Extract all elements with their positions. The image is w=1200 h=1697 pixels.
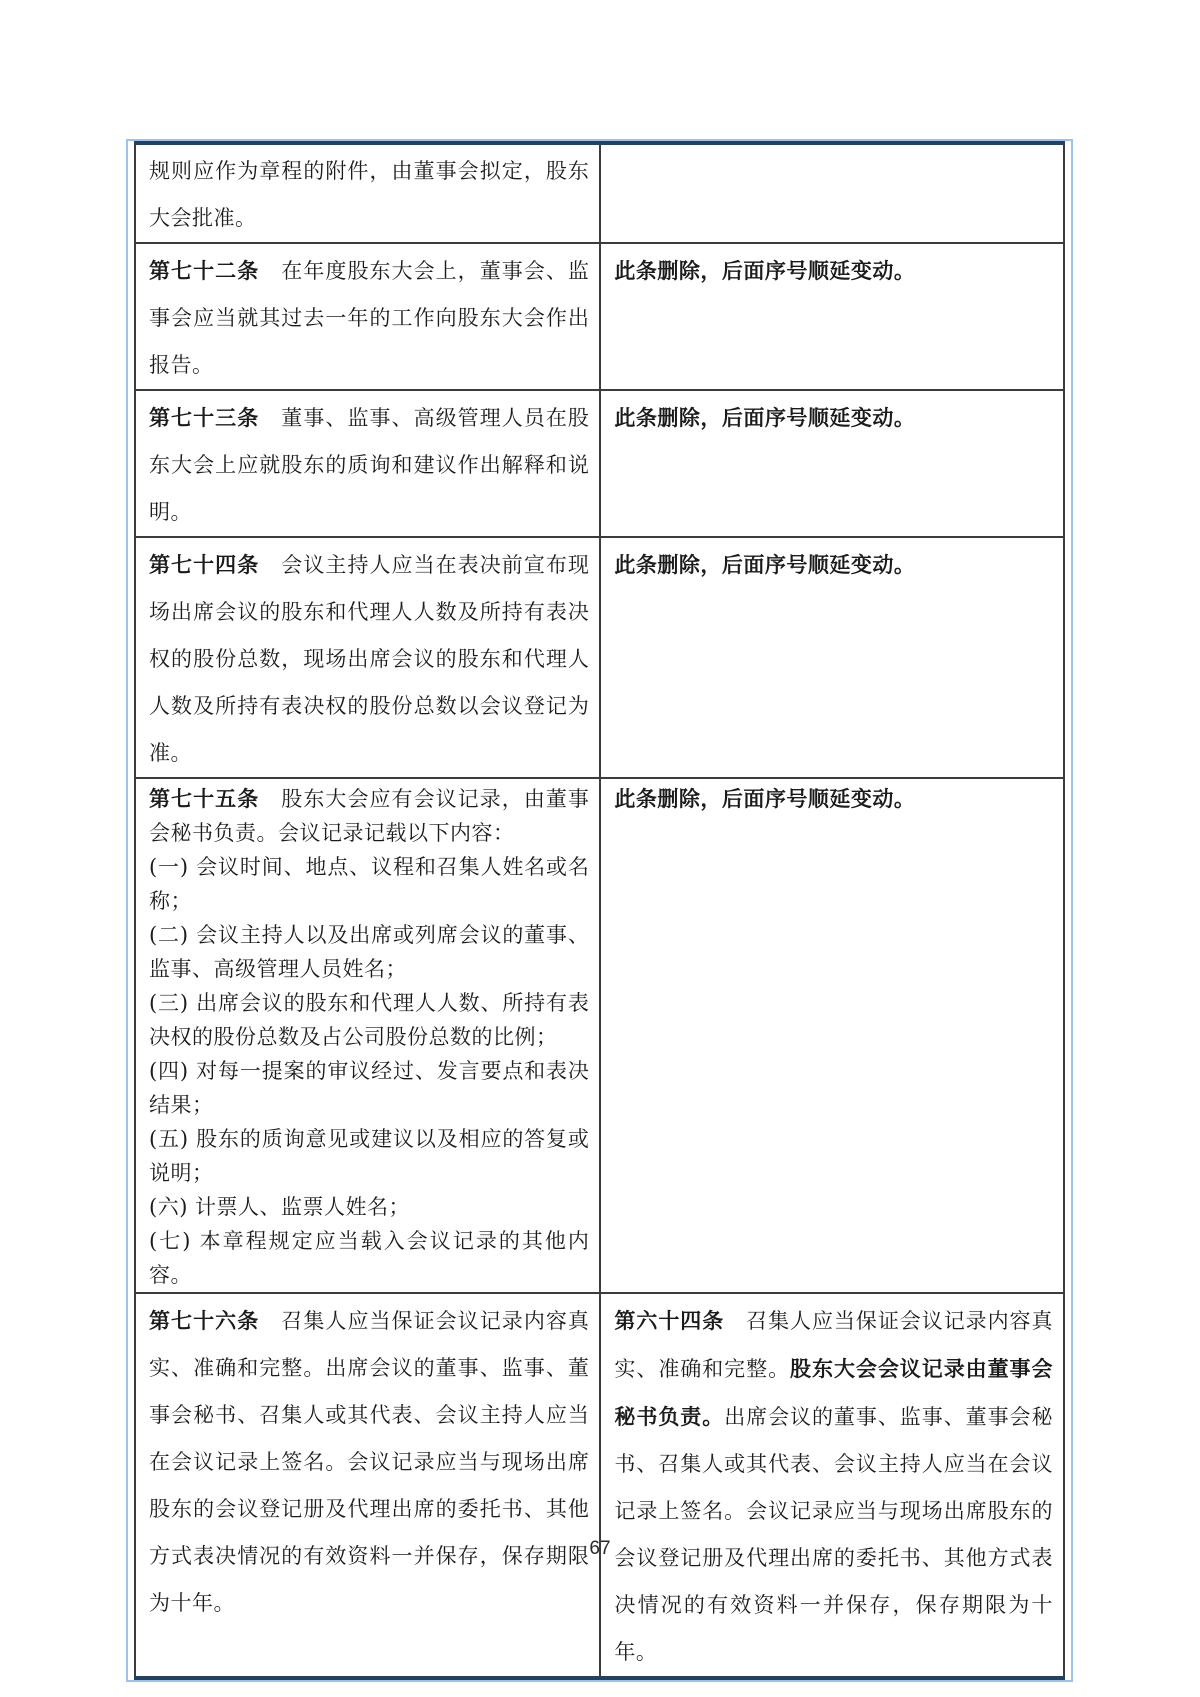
clause-text-bold: 此条删除，后面序号顺延变动。 — [614, 552, 916, 577]
clause-paragraph — [614, 541, 1053, 589]
clause-text: (七) 本章程规定应当载入会议记录的其他内容。 — [149, 1229, 590, 1287]
clause-text: 在年度股东大会上，董事会、监事会应当就其过去一年的工作向股东大会作出报告。 — [149, 259, 590, 377]
revised-clause-cell — [600, 537, 1064, 778]
clause-text: (六) 计票人、监票人姓名； — [149, 1195, 411, 1219]
clause-paragraph — [149, 1122, 589, 1190]
revised-clause-cell — [600, 243, 1064, 390]
revised-clause-cell — [600, 143, 1064, 243]
clause-text: 召集人应当保证会议记录内容真实、准确和完整。 — [614, 1309, 1054, 1381]
clause-text: 会议主持人应当在表决前宣布现场出席会议的股东和代理人人数及所持有表决权的股份总数，现场出席会议的股东和代理人人数及所持有表决权的股份总数以会议登记为准。 — [149, 553, 590, 765]
clause-text-bold: 第七十五条 — [149, 786, 260, 811]
original-clause-cell — [135, 778, 600, 1293]
clause-text-bold: 股东大会会议记录由董事会秘书负责。 — [614, 1356, 1054, 1429]
clause-paragraph — [149, 247, 589, 389]
clause-text: (三) 出席会议的股东和代理人人数、所持有表决权的股份总数及占公司股份总数的比例； — [149, 991, 590, 1049]
clause-text-bold: 此条删除，后面序号顺延变动。 — [614, 258, 916, 283]
clause-paragraph — [149, 541, 589, 777]
clause-paragraph — [149, 1190, 589, 1224]
clause-paragraph — [614, 782, 1053, 816]
clause-text-bold: 此条删除，后面序号顺延变动。 — [614, 786, 916, 811]
clause-text-bold: 第七十二条 — [149, 258, 260, 283]
clause-paragraph — [149, 1054, 589, 1122]
clause-text: (五) 股东的质询意见或建议以及相应的答复或说明； — [149, 1127, 590, 1185]
clause-text-bold: 第六十四条 — [614, 1308, 725, 1333]
clause-paragraph — [149, 1297, 589, 1627]
table-row — [135, 778, 1064, 1293]
original-clause-cell — [135, 390, 600, 537]
revised-clause-cell — [600, 390, 1064, 537]
clause-text: (四) 对每一提案的审议经过、发言要点和表决结果； — [149, 1059, 590, 1117]
page-footer — [0, 1538, 1200, 1560]
clause-paragraph — [149, 148, 589, 242]
clause-paragraph — [149, 850, 589, 918]
table-row — [135, 243, 1064, 390]
clause-text: (二) 会议主持人以及出席或列席会议的董事、监事、高级管理人员姓名； — [149, 923, 590, 981]
clause-paragraph — [149, 1224, 589, 1292]
revised-clause-cell — [600, 778, 1064, 1293]
clause-text: 规则应作为章程的附件，由董事会拟定，股东大会批准。 — [149, 159, 590, 230]
clause-paragraph — [614, 247, 1053, 295]
clause-text: 董事、监事、高级管理人员在股东大会上应就股东的质询和建议作出解释和说明。 — [149, 406, 590, 524]
original-clause-cell — [135, 243, 600, 390]
table-row — [135, 143, 1064, 243]
table-frame — [126, 139, 1073, 1682]
page-number: 67 — [589, 1538, 611, 1559]
clause-text-bold: 第七十三条 — [149, 405, 260, 430]
clause-paragraph — [614, 394, 1053, 442]
clause-text-bold: 此条删除，后面序号顺延变动。 — [614, 405, 916, 430]
clause-text: 股东大会应有会议记录，由董事会秘书负责。会议记录记载以下内容： — [149, 787, 590, 845]
clause-paragraph — [614, 1297, 1053, 1676]
clause-text-bold: 第七十四条 — [149, 552, 260, 577]
amendment-comparison-table — [134, 141, 1065, 1680]
clause-text: 出席会议的董事、监事、董事会秘书、召集人或其代表、会议主持人应当在会议记录上签名。会议记录应当与现场出席股东的会议登记册及代理出席的委托书、其他方式表决情况的有效资料一并保存，保存期限为十年。 — [614, 1405, 1054, 1664]
clause-text: 召集人应当保证会议记录内容真实、准确和完整。出席会议的董事、监事、董事会秘书、召集人或其代表、会议主持人应当在会议记录上签名。会议记录应当与现场出席股东的会议登记册及代理出席的委托书、其他方式表决情况的有效资料一并保存，保存期限为十年。 — [149, 1309, 590, 1615]
original-clause-cell — [135, 143, 600, 243]
table-row — [135, 537, 1064, 778]
table-row — [135, 1293, 1064, 1678]
clause-paragraph — [149, 918, 589, 986]
clause-text: (一) 会议时间、地点、议程和召集人姓名或名称； — [149, 855, 590, 913]
clause-text-bold: 第七十六条 — [149, 1308, 260, 1333]
original-clause-cell — [135, 537, 600, 778]
table-row — [135, 390, 1064, 537]
original-clause-cell — [135, 1293, 600, 1678]
clause-paragraph — [149, 782, 589, 850]
clause-paragraph — [149, 986, 589, 1054]
revised-clause-cell — [600, 1293, 1064, 1678]
clause-paragraph — [149, 394, 589, 536]
